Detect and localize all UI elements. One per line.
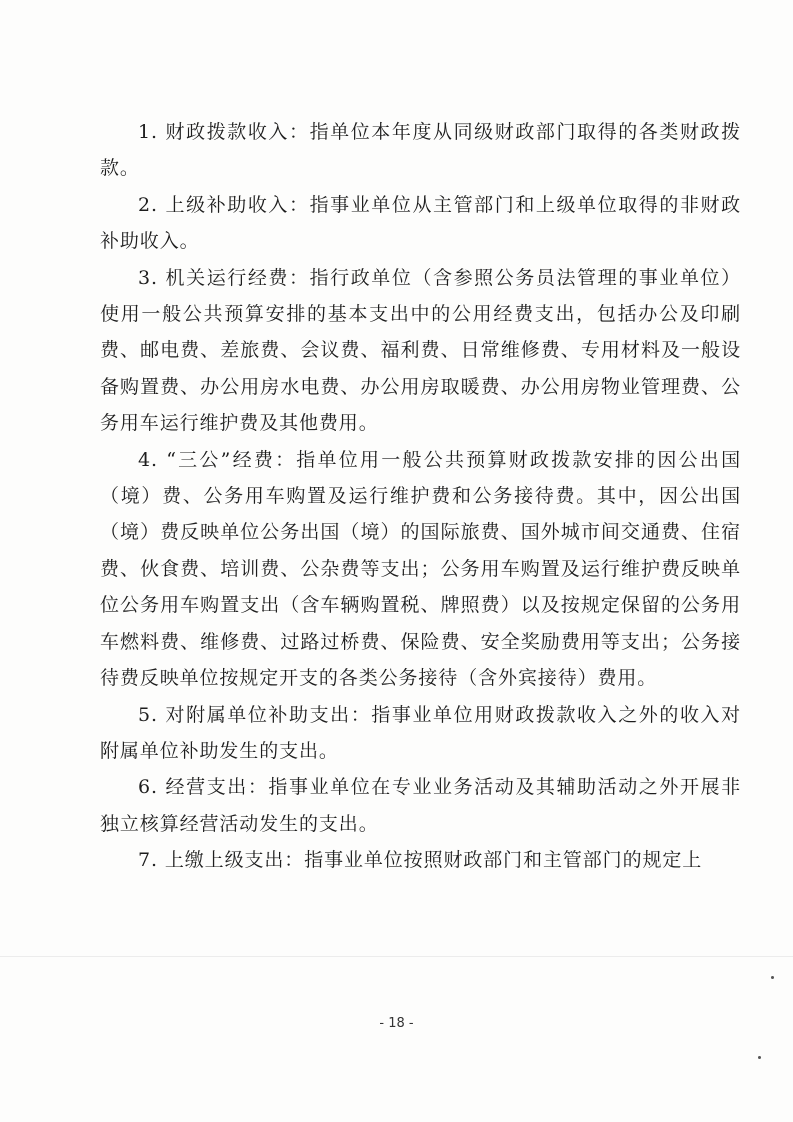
- paragraph-3: 3. 机关运行经费：指行政单位（含参照公务员法管理的事业单位）使用一般公共预算安排的基本支出中的公用经费支出，包括办公及印刷费、邮电费、差旅费、会议费、福利费、日常维修费、专用材料及一般设备购置费、办公用房水电费、办公用房取暖费、办公用房物业管理费、公务用车运行维护费及其他费用。: [100, 266, 741, 435]
- scan-speck: [758, 1056, 761, 1059]
- paragraph-4: 4. “三公”经费：指单位用一般公共预算财政拨款安排的因公出国（境）费、公务用车购置及运行维护费和公务接待费。其中，因公出国（境）费反映单位公务出国（境）的国际旅费、国外城市间交通费、住宿费、伙食费、培训费、公杂费等支出；公务用车购置及运行维护费反映单位公务用车购置支出（含车辆购置税、牌照费）以及按规定保留的公务用车燃料费、维修费、过路过桥费、保险费、安全奖励费用等支出；公务接待费反映单位按规定开支的各类公务接待（含外宾接待）费用。: [100, 448, 741, 690]
- paragraph-1: 1. 财政拨款收入：指单位本年度从同级财政部门取得的各类财政拨款。: [100, 121, 741, 180]
- paragraph-5: 5. 对附属单位补助支出：指事业单位用财政拨款收入之外的收入对附属单位补助发生的支出。: [100, 703, 741, 762]
- paragraph-7: 7. 上缴上级支出：指事业单位按照财政部门和主管部门的规定上: [138, 849, 703, 872]
- scan-speck: [771, 976, 774, 979]
- paragraph-2: 2. 上级补助收入：指事业单位从主管部门和上级单位取得的非财政补助收入。: [100, 193, 741, 253]
- paragraph-6: 6. 经营支出：指事业单位在专业业务活动及其辅助活动之外开展非独立核算经营活动发生的支出。: [100, 776, 741, 835]
- page-number: - 18 -: [379, 1016, 414, 1031]
- scan-artifact-line: [0, 956, 793, 957]
- body-text: [100, 114, 741, 879]
